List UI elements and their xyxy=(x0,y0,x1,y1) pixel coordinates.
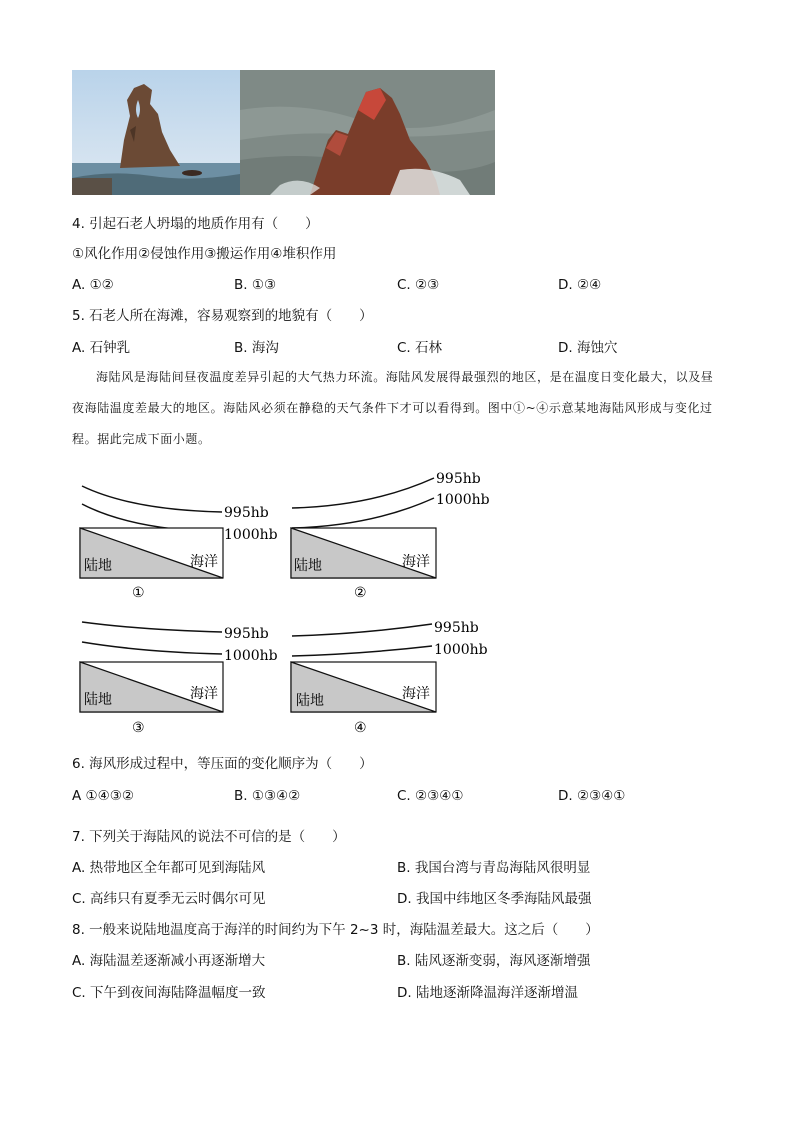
diagram-2-upper-label: 995hb xyxy=(436,471,481,487)
diagram-3-lower-label: 1000hb xyxy=(224,648,278,664)
q4-option-c: C. ②③ xyxy=(397,277,440,293)
q4-choices: ①风化作用②侵蚀作用③搬运作用④堆积作用 xyxy=(72,246,337,262)
q5-option-b: B. 海沟 xyxy=(234,340,279,356)
q4-option-d: D. ②④ xyxy=(558,277,602,293)
diagram-2-lower-label: 1000hb xyxy=(436,492,490,508)
diagram-2-sea-label: 海洋 xyxy=(402,554,430,570)
diagram-1-lower-label: 1000hb xyxy=(224,527,278,543)
q8-option-c: C. 下午到夜间海陆降温幅度一致 xyxy=(72,985,266,1001)
photo-left-image xyxy=(72,70,240,195)
diagram-4-land-label: 陆地 xyxy=(296,693,324,709)
diagram-2-svg xyxy=(282,462,512,605)
diagram-3-svg xyxy=(72,612,292,742)
diagram-1-land-label: 陆地 xyxy=(84,558,112,574)
q8-option-b: B. 陆风逐渐变弱，海风逐渐增强 xyxy=(397,953,591,969)
diagram-3-land-label: 陆地 xyxy=(84,692,112,708)
diagram-4 xyxy=(282,612,512,742)
diagram-4-number: ④ xyxy=(354,720,367,736)
q4-option-a: A. ①② xyxy=(72,277,114,293)
diagram-1-svg xyxy=(72,470,292,605)
photo-shilaoren-right xyxy=(240,70,495,195)
q7-option-d: D. 我国中纬地区冬季海陆风最强 xyxy=(397,891,592,907)
diagram-4-svg xyxy=(282,612,512,742)
diagram-3-number: ③ xyxy=(132,720,145,736)
q4-stem: 4. 引起石老人坍塌的地质作用有（ ） xyxy=(72,216,319,232)
q8-option-a: A. 海陆温差逐渐减小再逐渐增大 xyxy=(72,953,266,969)
diagram-1-upper-label: 995hb xyxy=(224,505,269,521)
photo-right-image xyxy=(240,70,495,195)
q8-stem: 8. 一般来说陆地温度高于海洋的时间约为下午 2~3 时，海陆温差最大。这之后（ ） xyxy=(72,922,599,938)
q5-option-d: D. 海蚀穴 xyxy=(558,340,618,356)
q6-option-d: D. ②③④① xyxy=(558,788,626,804)
q7-option-a: A. 热带地区全年都可见到海陆风 xyxy=(72,860,266,876)
q6-stem: 6. 海风形成过程中，等压面的变化顺序为（ ） xyxy=(72,756,373,772)
photo-shilaoren-left xyxy=(72,70,240,195)
q5-stem: 5. 石老人所在海滩，容易观察到的地貌有（ ） xyxy=(72,308,373,324)
q6-option-b: B. ①③④② xyxy=(234,788,301,804)
diagram-2 xyxy=(282,462,512,605)
diagram-4-lower-label: 1000hb xyxy=(434,642,488,658)
q8-option-d: D. 陆地逐渐降温海洋逐渐增温 xyxy=(397,985,578,1001)
diagram-1-number: ① xyxy=(132,585,145,601)
q6-option-c: C. ②③④① xyxy=(397,788,464,804)
q7-option-c: C. 高纬只有夏季无云时偶尔可见 xyxy=(72,891,266,907)
q5-option-c: C. 石林 xyxy=(397,340,443,356)
q5-option-a: A. 石钟乳 xyxy=(72,340,131,356)
q7-stem: 7. 下列关于海陆风的说法不可信的是（ ） xyxy=(72,829,346,845)
q7-option-b: B. 我国台湾与青岛海陆风很明显 xyxy=(397,860,591,876)
diagram-3-upper-label: 995hb xyxy=(224,626,269,642)
q4-option-b: B. ①③ xyxy=(234,277,277,293)
diagram-4-upper-label: 995hb xyxy=(434,620,479,636)
q6-option-a: A ①④③② xyxy=(72,788,134,804)
diagram-4-sea-label: 海洋 xyxy=(402,686,430,702)
diagram-2-number: ② xyxy=(354,585,367,601)
diagram-2-land-label: 陆地 xyxy=(294,558,322,574)
passage-text: 海陆风是海陆间昼夜温度差异引起的大气热力环流。海陆风发展得最强烈的地区，是在温度日变化最大，以及昼夜海陆温度差最大的地区。海陆风必须在静稳的天气条件下才可以看得到。图中①~④示意某地海陆风形成与变化过程。据此完成下面小题。 xyxy=(72,370,714,446)
diagram-1 xyxy=(72,470,292,605)
diagram-3-sea-label: 海洋 xyxy=(190,686,218,702)
diagram-1-sea-label: 海洋 xyxy=(190,554,218,570)
diagram-3 xyxy=(72,612,292,742)
